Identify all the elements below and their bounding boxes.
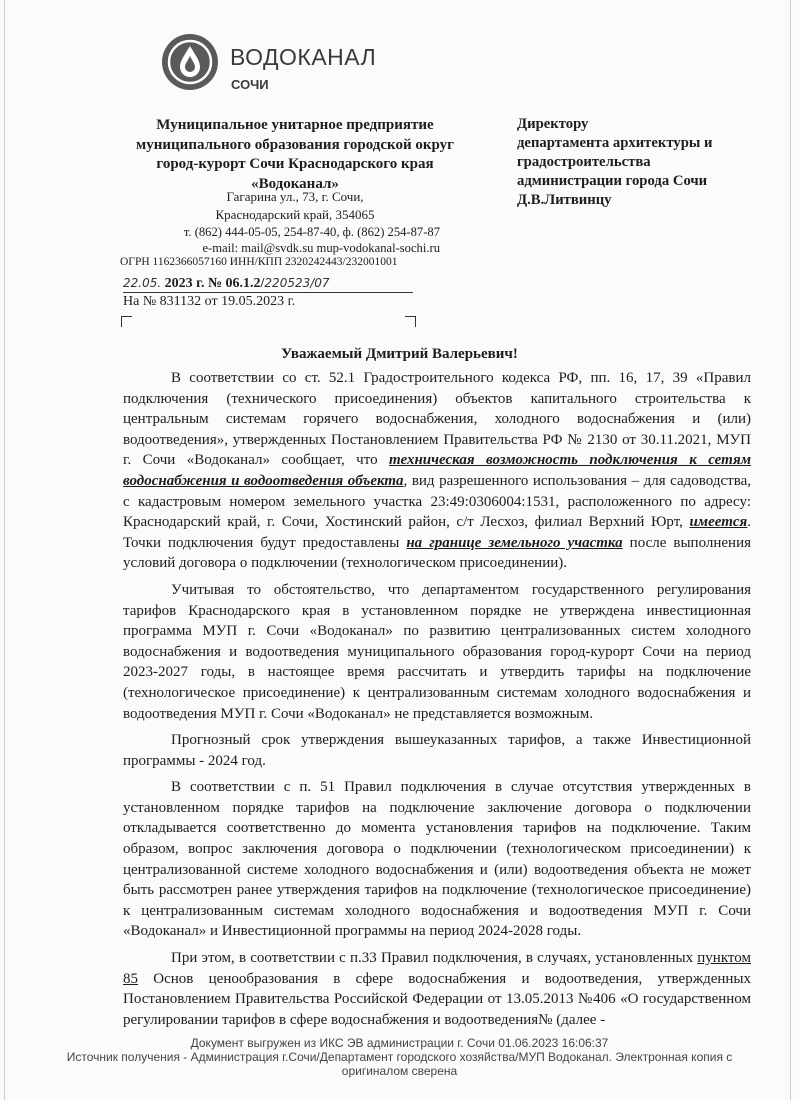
scan-edge-right [790, 0, 791, 1100]
sender-contacts [120, 224, 440, 256]
recipient-block [517, 115, 713, 210]
source-note [0, 1050, 799, 1078]
reference-year: 2023 г. № 06.1.2/ [164, 276, 265, 291]
org-line: город-курорт Сочи Краснодарского края [156, 156, 434, 172]
handwritten-date: 22.05. [123, 276, 162, 290]
corner-mark-left [121, 316, 132, 327]
paragraph: Прогнозный срок утверждения вышеуказанных тарифов, а также Инвестиционной программы - 2024 год. [123, 732, 751, 769]
address-line: Краснодарский край, 354065 [215, 206, 375, 222]
source-line: Источник получения - Администрация г.Сочи/Департамент городского хозяйства/МУП Водоканал. Электронная копия с [66, 1050, 733, 1064]
text-run: . Точки подключения будут предоставлены [123, 514, 751, 551]
source-line: оригиналом сверена [341, 1064, 458, 1078]
recipient-line: Директору [517, 116, 589, 132]
paragraph: В соответствии с п. 51 Правил подключения в случае отсутствия утвержденных в установленном порядке тарифов на подключение заключение договора о подключении откладывается соответственно до момента установления тарифов на подключение. Таким образом, вопрос заключения договора о подключении (технологическом присоединении) к централизованной системе холодного водоснабжения и (или) водоотведения объекта не может быть рассмотрен ранее утверждения тарифов на подключение (технологическое присоединение) к централизованным системам холодного водоснабжения и водоотведения МУП г. Сочи «Водоканал» и Инвестиционной программы на период 2024-2028 годы. [123, 779, 751, 940]
sender-address [120, 188, 470, 223]
salutation: Уважаемый Дмитрий Валерьевич! [281, 346, 518, 362]
sender-organization [120, 116, 470, 194]
highlight-text: на границе земельного участка [406, 534, 623, 551]
org-line: муниципального образования городской округ [136, 136, 454, 153]
letter-body [123, 368, 751, 1036]
contact-line: т. (862) 444-05-05, 254-87-40, ф. (862) 254-87-87 [183, 225, 440, 239]
text-run: после выполнения условий договора о подключении (технологическом присоединении). [123, 534, 752, 572]
recipient-line: градостроительства [517, 154, 651, 170]
org-line: «Водоканал» [251, 175, 339, 192]
text-run: В соответствии со ст. 52.1 Градостроительного кодекса РФ, пп. 16, 17, 39 «Правил подключения (технического присоединения) объектов капитального строительства к центральным системам горячего водоснабжения, холодного водоснабжения и (или) водоотведения», утвержденных Постановлением Правительства РФ № 2130 от 30.11.2021, МУП г. Сочи «Водоканал» сообщает, что [123, 370, 751, 469]
text-run: При этом, в соответствии с п.33 Правил подключения, в случаях, установленных [171, 950, 698, 967]
paragraph [123, 368, 751, 574]
contact-line: e-mail: mail@svdk.su mup-vodokanal-sochi.ru [202, 241, 440, 255]
corner-mark-right [405, 316, 416, 327]
text-run: Основ ценообразования в сфере водоснабжения и водоотведения, утвержденных Постановлением Правительства Российской Федерации от 13.05.2013 №406 «О государственном регулировании тарифов в сфере водоснабжения и водоотведения№ (далее - [123, 970, 751, 1028]
text-run: , вид разрешенного использования – для садоводства, с кадастровым номером земельного участка 23:49:0306004:1531, расположенного по адресу: Краснодарский край, г. Сочи, Хостинский район, с/т Лесхоз, филиал Верхний Юрт, [123, 472, 751, 531]
outgoing-reference [123, 276, 330, 292]
org-line: Муниципальное унитарное предприятие [156, 117, 434, 133]
recipient-line: департамента архитектуры и [517, 135, 713, 151]
scan-edge-left [4, 0, 5, 1100]
highlight-text: имеется [689, 514, 748, 531]
highlight-text: техническая возможность подключения к сетям водоснабжения и водоотведения объекта [123, 452, 751, 489]
paragraph [123, 948, 751, 1030]
handwritten-number: 220523/07 [264, 276, 330, 290]
export-note: Документ выгружен из ИКС ЭВ администрации г. Сочи 01.06.2023 16:06:37 [190, 1036, 609, 1050]
law-link[interactable]: пунктом 85 [123, 950, 751, 987]
logo-name: ВОДОКАНАЛ [230, 44, 377, 70]
water-drop-icon [160, 32, 220, 92]
recipient-line: администрации города Сочи [517, 173, 708, 189]
reference-underline [123, 292, 413, 293]
company-logo [160, 32, 420, 98]
paragraph: Учитывая то обстоятельство, что департаментом государственного регулирования тарифов Краснодарского края в установленном порядке не утверждена инвестиционная программа МУП г. Сочи «Водоканал» по развитию централизованных систем холодного водоснабжения и водоотведения муниципального образования город-курорт Сочи на период 2023-2027 годы, в настоящее время рассчитать и утвердить тарифы на подключение (технологическое присоединение) к централизованным системам холодного водоснабжения и водоотведения МУП г. Сочи «Водоканал» не представляется возможным. [123, 581, 751, 722]
logo-city: СОЧИ [231, 77, 269, 92]
sender-ogrn: ОГРН 1162366057160 ИНН/КПП 2320242443/232001001 [120, 256, 398, 268]
recipient-line: Д.В.Литвинцу [517, 192, 612, 208]
incoming-reference: На № 831132 от 19.05.2023 г. [123, 294, 296, 309]
address-line: Гагарина ул., 73, г. Сочи, [226, 189, 364, 204]
